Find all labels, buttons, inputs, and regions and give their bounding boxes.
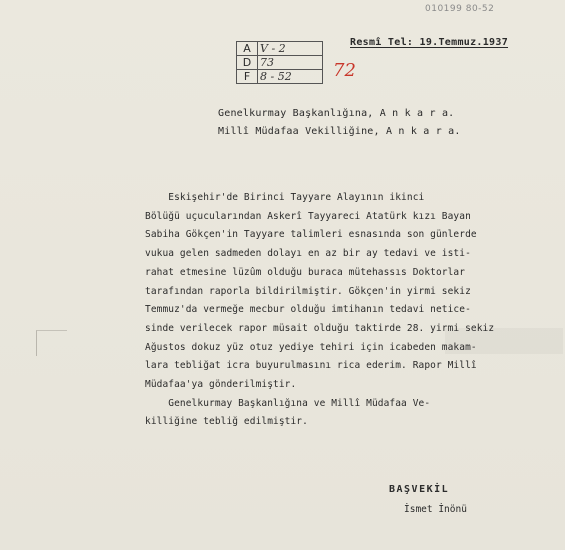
handwritten-number: 72	[333, 60, 356, 81]
reference-table	[236, 41, 323, 84]
reference-key: A	[237, 42, 258, 56]
body-line: rahat etmesine lüzûm olduğu buraca mütehassıs Doktorlar	[145, 266, 466, 278]
reference-value: V - 2	[258, 42, 323, 56]
body-line: Sabiha Gökçen'in Tayyare talimleri esnasında son günlerde	[145, 229, 477, 241]
body-line: Ağustos dokuz yüz otuz yediye tehiri için icabeden makam-	[145, 341, 477, 353]
reference-value: 73	[258, 56, 323, 70]
reference-row	[237, 56, 323, 70]
reference-value: 8 - 52	[258, 70, 323, 84]
body-line: killiğine tebliğ edilmiştir.	[145, 416, 308, 428]
archive-code: 010199 80-52	[425, 4, 495, 14]
body-line: Temmuz'da vermeğe mecbur olduğu imtihanın tedavi netice-	[145, 304, 471, 316]
telegram-header: Resmî Tel: 19.Temmuz.1937	[350, 37, 509, 48]
reference-row	[237, 70, 323, 84]
reference-key: F	[237, 70, 258, 84]
body-line: Eskişehir'de Birinci Tayyare Alayının ikinci	[145, 192, 425, 203]
reference-key: D	[237, 56, 258, 70]
signature-title: BAŞVEKİL	[389, 484, 450, 495]
address-line: Millî Müdafaa Vekilliğine, A n k a r a.	[218, 126, 461, 137]
body-line: vukua gelen sadmeden dolayı en az bir ay tedavi ve isti-	[145, 248, 471, 260]
body-line: Müdafaa'ya gönderilmiştir.	[145, 379, 297, 391]
letter-body	[145, 189, 545, 432]
body-line: lara tebliğat icra buyurulmasını rica ederim. Rapor Millî	[145, 360, 477, 372]
signature-name: İsmet İnönü	[404, 504, 467, 515]
body-line: sinde verilecek rapor müsait olduğu taktirde 28. yirmi sekiz	[145, 322, 495, 334]
faint-stamp-mark	[36, 330, 67, 356]
body-line: Bölüğü uçucularından Askerî Tayyareci Atatürk kızı Bayan	[145, 210, 471, 222]
address-line: Genelkurmay Başkanlığına, A n k a r a.	[218, 108, 455, 119]
body-line: tarafından raporla bildirilmiştir. Gökçen'in yirmi sekiz	[145, 285, 471, 297]
body-line: Genelkurmay Başkanlığına ve Millî Müdafaa Ve-	[145, 397, 431, 409]
reference-row	[237, 42, 323, 56]
